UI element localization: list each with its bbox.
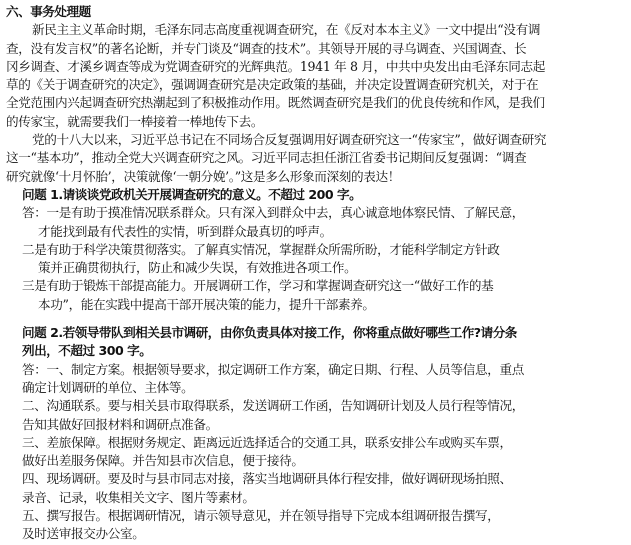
section-heading: 六、事务处理题: [6, 4, 91, 19]
answer-line: 答：一是有助于摸准情况联系群众。只有深入到群众中去，真心诚意地体察民情、了解民意，: [22, 205, 524, 221]
answer-line: 告知其做好回报材料和调研点准备。: [22, 416, 218, 432]
answer-line: 二是有助于科学决策贯彻落实。了解真实情况，掌握群众所需所盼，才能科学制定方针政: [22, 241, 500, 257]
material-line: 草的《关于调查研究的决定》，强调调查研究是决定政策的基础，并决定设置调查研究机关，对于在: [6, 77, 539, 93]
answer-line: 答：一、制定方案。根据领导要求，拟定调研工作方案，确定日期、行程、人员等信息，重点: [22, 361, 524, 377]
material-line: 查，没有发言权”的著名论断，并专门谈及“调查的技术”。其领导开展的寻乌调查、兴国调查、长: [6, 40, 527, 56]
answer-line: 三是有助于锻炼干部提高能力。开展调研工作，学习和掌握调查研究这一“做好工作的基: [22, 278, 494, 294]
answer-line: 录音、记录，收集相关文字、图片等素材。: [22, 489, 255, 505]
question-2: [6, 324, 623, 361]
answer-line: 确定计划调研的单位、主体等。: [22, 379, 194, 395]
answer-line: 及时送审报交办公室。: [22, 526, 145, 542]
material-line: 新民主主义革命时期，毛泽东同志高度重视调查研究，在《反对本本主义》一文中提出“没有调: [32, 22, 541, 38]
answer-line: 才能找到最有代表性的实情，听到群众最真切的呼声。: [38, 223, 332, 239]
material-line: 冈乡调查、才溪乡调查等成为党调查研究的光辉典范。1941 年 8 月，中共中央发出由毛泽东同志起: [6, 58, 546, 74]
material-line: 这一“基本功”，推动全党大兴调查研究之风。习近平同志担任浙江省委书记期间反复强调：“调查: [6, 150, 527, 166]
answer-line: 三、差旅保障。根据财务规定、距离远近选择适合的交通工具，联系安排公车或购买车票，: [22, 434, 512, 450]
answer-line: 五、撰写报告。根据调研情况，请示领导意见，并在领导指导下完成本组调研报告撰写，: [22, 508, 500, 524]
spacer: [6, 314, 623, 324]
answer-line: 四、现场调研。要及时与县市同志对接，落实当地调研具体行程安排，做好调研现场拍照、: [22, 471, 512, 487]
material-line: 的传家宝，就需要我们一棒接着一棒地传下去。: [6, 113, 264, 129]
material-line: 全党范围内兴起调查研究热潮起到了积极推动作用。既然调查研究是我们的优良传统和作风，是我们: [6, 95, 545, 111]
question-1: 问题 1.请谈谈党政机关开展调查研究的意义。不超过 200 字。: [22, 186, 362, 202]
answer-line: 二、沟通联系。要与相关县市取得联系，发送调研工作函，告知调研计划及人员行程等情况，: [22, 398, 524, 414]
answer-1: [6, 204, 623, 314]
answer-line: 做好出差服务保障。并告知县市次信息，便于接待。: [22, 453, 304, 469]
material-line: 研究就像‘十月怀胎’，决策就像‘一朝分娩’。”这是多么形象而深刻的表达！: [6, 168, 400, 184]
answer-line: 策并正确贯彻执行，防止和减少失误，有效推进各项工作。: [38, 260, 357, 276]
answer-2: [6, 361, 623, 544]
question-2-line: 问题 2.若领导带队到相关县市调研，由你负责具体对接工作，你将重点做好哪些工作?请分条: [22, 325, 517, 341]
answer-line: 本功”，能在实践中提高干部开展决策的能力，提升干部素养。: [38, 296, 375, 312]
material-line: 党的十八大以来，习近平总书记在不同场合反复强调用好调查研究这一“传家宝”，做好调查研究: [32, 132, 547, 148]
question-2-line: 列出，不超过 300 字。: [22, 343, 152, 359]
material-text: [6, 21, 623, 186]
